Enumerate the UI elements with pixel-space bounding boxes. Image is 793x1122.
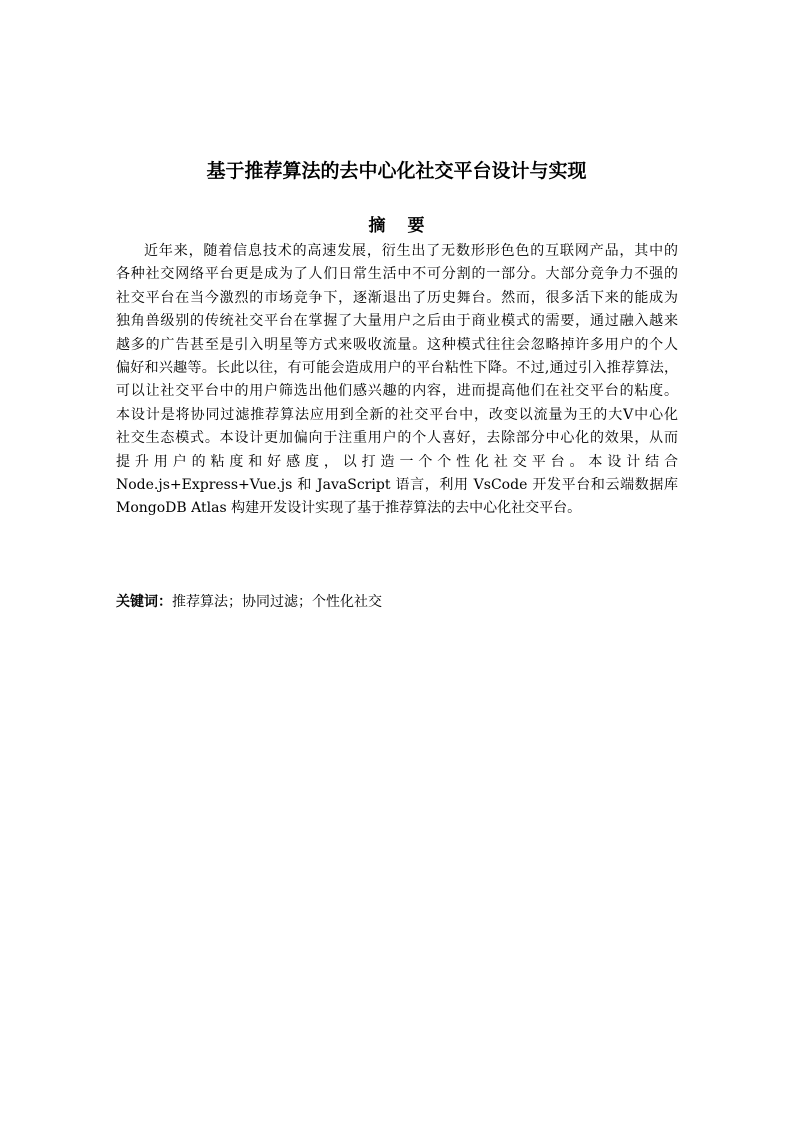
abstract-line: 本设计是将协同过滤推荐算法应用到全新的社交平台中，改变以流量为王的大V中心化 — [116, 406, 678, 423]
abstract-line: 社交平台在当今激烈的市场竞争下，逐渐退出了历史舞台。然而，很多活下来的能成为 — [116, 289, 678, 306]
abstract-line: 社交生态模式。本设计更加偏向于注重用户的个人喜好，去除部分中心化的效果，从而 — [116, 430, 678, 447]
abstract-line: MongoDB Atlas 构建开发设计实现了基于推荐算法的去中心化社交平台。 — [116, 500, 582, 517]
abstract-line: 偏好和兴趣等。长此以往，有可能会造成用户的平台粘性下降。不过,通过引入推荐算法， — [116, 359, 678, 376]
abstract-line: 各种社交网络平台更是成为了人们日常生活中不可分割的一部分。大部分竞争力不强的 — [116, 266, 678, 283]
abstract-line: 近年来，随着信息技术的高速发展，衍生出了无数形形色色的互联网产品，其中的 — [144, 243, 678, 259]
paper-title: 基于推荐算法的去中心化社交平台设计与实现 — [206, 160, 587, 182]
abstract-line: 越多的广告甚至是引入明星等方式来吸收流量。这种模式往往会忽略掉许多用户的个人 — [116, 336, 678, 353]
keywords-text: 推荐算法；协同过滤；个性化社交 — [172, 594, 382, 610]
keywords-line — [116, 591, 382, 614]
abstract-heading: 摘要 — [368, 216, 447, 236]
abstract-line: Node.js+Express+Vue.js 和 JavaScript 语言，利用 VsCode 开发平台和云端数据库 — [116, 476, 678, 493]
keywords-label: 关键词： — [116, 594, 172, 610]
abstract-line: 提升用户的粘度和好感度，以打造一个个性化社交平台。本设计结合 — [116, 453, 678, 470]
abstract-line: 独角兽级别的传统社交平台在掌握了大量用户之后由于商业模式的需要，通过融入越来 — [116, 313, 678, 330]
abstract-line: 可以让社交平台中的用户筛选出他们感兴趣的内容，进而提高他们在社交平台的粘度。 — [116, 383, 678, 400]
abstract-body — [116, 240, 678, 521]
